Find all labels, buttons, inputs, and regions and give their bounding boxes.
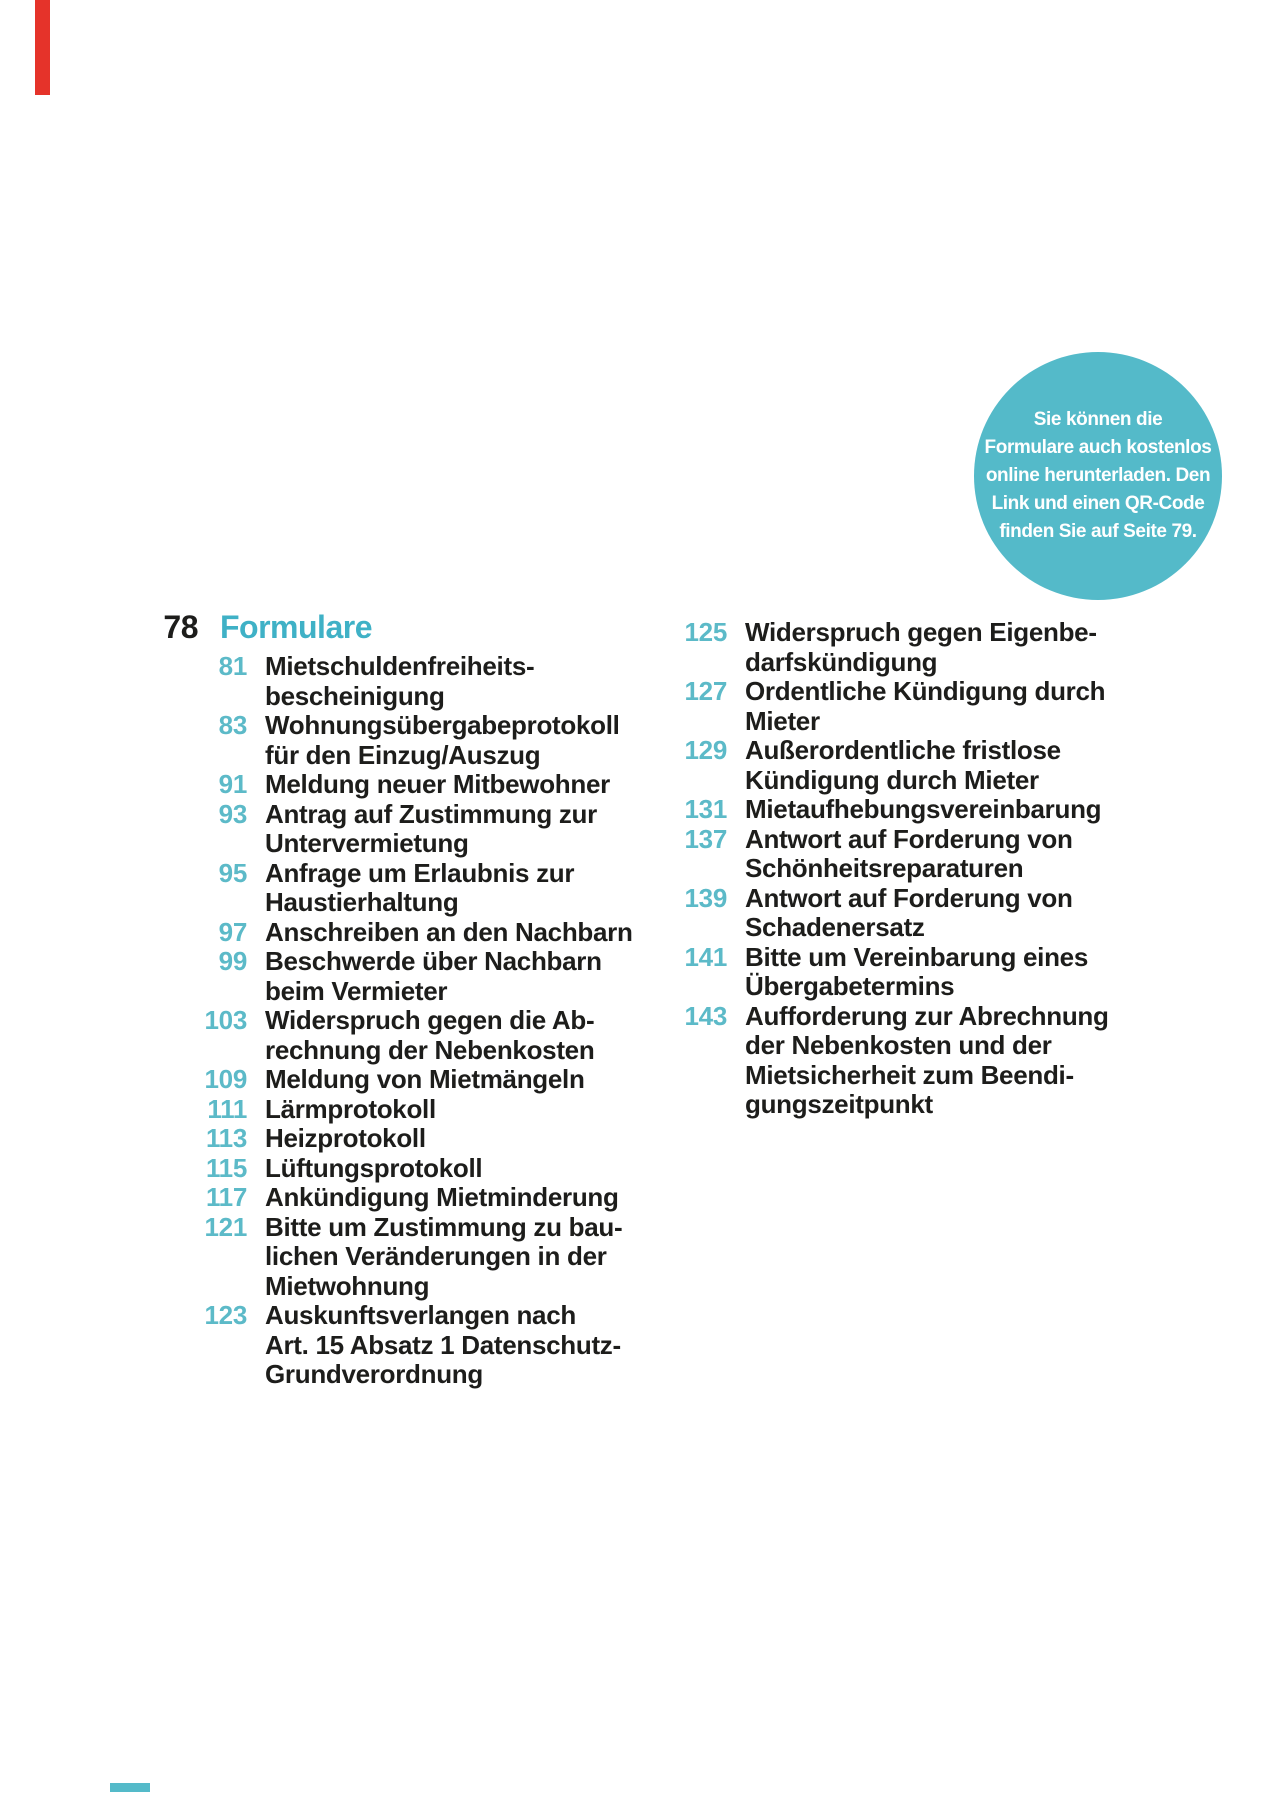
toc-entry-title-line: Grundverordnung (265, 1359, 483, 1389)
chapter-header (140, 610, 372, 644)
toc-entry (190, 1301, 633, 1390)
toc-entry-title-line: bescheinigung (265, 680, 445, 711)
toc-entry-title (265, 800, 597, 859)
toc-entry (190, 1183, 633, 1213)
toc-entry-title-line: Bitte um Vereinbarung eines (745, 941, 1088, 972)
toc-entry-title-line: Beschwerde über Nachbarn (265, 946, 602, 976)
toc-entry (670, 736, 1109, 795)
toc-entry-title-line: beim Vermieter (265, 975, 448, 1006)
toc-entry-title (265, 947, 602, 1006)
toc-entry-title-line: Heizprotokoll (265, 1123, 426, 1153)
toc-entry-title (265, 770, 610, 800)
toc-entry-title-line: Ordentliche Kündigung durch (745, 676, 1106, 706)
chapter-title: Formulare (220, 609, 372, 645)
toc-entry (670, 795, 1109, 825)
toc-entry (190, 800, 633, 859)
badge-text-line: Formulare auch kostenlos (984, 437, 1212, 458)
toc-entry-page-number: 117 (205, 1182, 247, 1212)
toc-entry (670, 618, 1109, 677)
toc-entry-title-line: Schadenersatz (745, 912, 925, 942)
toc-entry-title-line: Anfrage um Erlaubnis zur (265, 857, 575, 888)
toc-entry-title-line: Mieter (745, 705, 820, 736)
toc-entry-title (265, 918, 633, 948)
toc-entry-title (265, 1006, 594, 1065)
toc-entry-title-line: Antrag auf Zustimmung zur (265, 798, 597, 829)
teal-bottom-mark (110, 1783, 150, 1792)
toc-entry-title (265, 1213, 622, 1302)
toc-entry-title-line: Ankündigung Mietminderung (265, 1182, 619, 1212)
toc-entry-page-number: 113 (205, 1123, 247, 1153)
toc-entry-title-line: Aufforderung zur Abrechnung (745, 1000, 1109, 1031)
badge-text-line: online herunterladen. Den (985, 465, 1211, 486)
badge-text-line: Link und einen QR-Code (991, 493, 1205, 514)
toc-entry-page-number: 137 (684, 823, 727, 854)
toc-entry-page-number: 131 (684, 794, 727, 824)
toc-entry-page-number: 127 (684, 676, 727, 706)
badge-text-line: finden Sie auf Seite 79. (999, 521, 1197, 542)
toc-entry-title-line: Art. 15 Absatz 1 Datenschutz- (265, 1329, 621, 1360)
toc-entry-title-line: Mietsicherheit zum Beendi- (745, 1059, 1074, 1090)
toc-entry-title (745, 736, 1061, 795)
toc-entry-title-line: Lärmprotokoll (265, 1093, 436, 1124)
toc-entry-title-line: für den Einzug/Auszug (265, 739, 541, 770)
toc-entry-title (745, 618, 1097, 677)
chapter-page-number: 78 (163, 609, 198, 645)
toc-entry-page-number: 125 (684, 617, 727, 647)
toc-entry (670, 943, 1109, 1002)
toc-entry (190, 918, 633, 948)
toc-entry-page-number: 93 (218, 798, 247, 829)
toc-entry-page-number: 121 (204, 1211, 247, 1242)
toc-entry (190, 770, 633, 800)
toc-entry (670, 884, 1109, 943)
toc-entry-title-line: Antwort auf Forderung von (745, 882, 1073, 913)
toc-entry-title-line: Antwort auf Forderung von (745, 823, 1073, 854)
toc-entry-title (745, 795, 1101, 825)
toc-entry-title-line: Auskunftsverlangen nach (265, 1300, 576, 1330)
toc-entry-title (745, 677, 1105, 736)
toc-entry-page-number: 141 (684, 941, 727, 972)
toc-entry-title (265, 1154, 482, 1184)
toc-entry-page-number: 97 (218, 916, 247, 947)
toc-entry-title-line: darfskündigung (745, 646, 938, 677)
toc-entry-title (265, 1301, 621, 1390)
toc-entry-page-number: 123 (204, 1300, 247, 1330)
toc-entry-title (265, 1124, 426, 1154)
toc-entry-title-line: Mietschuldenfreiheits- (265, 651, 535, 681)
toc-entry-title-line: Mietwohnung (265, 1270, 430, 1301)
toc-entry-title-line: Mietaufhebungsvereinbarung (745, 794, 1102, 824)
toc-entry (190, 1095, 633, 1125)
download-info-badge (974, 352, 1222, 600)
toc-entry (670, 1002, 1109, 1120)
toc-entry-title-line: Meldung neuer Mitbewohner (265, 769, 610, 799)
toc-entry-title-line: Außerordentliche fristlose (745, 735, 1061, 765)
toc-entry-page-number: 81 (218, 651, 247, 681)
toc-entry (190, 1124, 633, 1154)
toc-entry-page-number: 111 (207, 1093, 247, 1124)
toc-entry-page-number: 139 (684, 882, 727, 913)
toc-entry-title (745, 884, 1073, 943)
toc-entry-title-line: der Nebenkosten und der (745, 1030, 1052, 1060)
toc-entry (190, 859, 633, 918)
toc-entry-title-line: Meldung von Mietmängeln (265, 1064, 585, 1094)
toc-entry-title (265, 1183, 619, 1213)
toc-entry-title (265, 859, 574, 918)
toc-entry-title-line: Anschreiben an den Nachbarn (265, 916, 633, 947)
toc-entry-page-number: 91 (218, 769, 247, 799)
toc-entry-page-number: 99 (218, 946, 247, 976)
toc-entry-title-line: rechnung der Nebenkosten (265, 1034, 595, 1065)
toc-entry-page-number: 129 (684, 735, 727, 765)
toc-entry-title-line: gungszeitpunkt (745, 1089, 933, 1119)
toc-entry-title (265, 1095, 436, 1125)
toc-entry-title-line: Lüftungsprotokoll (265, 1152, 483, 1183)
toc-entry-title (745, 1002, 1109, 1120)
toc-entry (190, 947, 633, 1006)
toc-entry (190, 652, 633, 711)
toc-entry-title-line: Übergabetermins (745, 971, 955, 1001)
toc-entry-title-line: Widerspruch gegen Eigenbe- (745, 617, 1097, 647)
toc-entry (190, 1065, 633, 1095)
toc-entry-title (265, 711, 620, 770)
toc-entry-title (745, 825, 1073, 884)
red-edge-tab (35, 0, 50, 95)
toc-entry-page-number: 109 (204, 1064, 247, 1094)
toc-entry-title-line: Widerspruch gegen die Ab- (265, 1005, 595, 1035)
toc-entry (190, 1213, 633, 1302)
toc-right-column (670, 618, 1109, 1120)
toc-entry-title-line: Kündigung durch Mieter (745, 764, 1039, 795)
toc-entry-title-line: Bitte um Zustimmung zu bau- (265, 1211, 623, 1242)
badge-text-line: Sie können die (1033, 409, 1163, 430)
toc-entry-page-number: 143 (684, 1000, 727, 1031)
toc-entry (670, 677, 1109, 736)
toc-entry-title-line: lichen Veränderungen in der (265, 1241, 607, 1271)
toc-entry (190, 1006, 633, 1065)
toc-entry-title (745, 943, 1088, 1002)
toc-entry (670, 825, 1109, 884)
toc-entry-page-number: 115 (205, 1152, 247, 1183)
toc-entry (190, 1154, 633, 1184)
toc-entry-title-line: Untervermietung (265, 828, 469, 858)
toc-entry (190, 711, 633, 770)
toc-entry-page-number: 95 (218, 857, 247, 888)
toc-entry-title-line: Wohnungsübergabeprotokoll (265, 710, 620, 740)
toc-entry-title (265, 652, 534, 711)
toc-entry-page-number: 83 (218, 710, 247, 740)
toc-entry-title-line: Haustierhaltung (265, 887, 459, 917)
toc-entry-title-line: Schönheitsreparaturen (745, 853, 1024, 883)
toc-entry-title (265, 1065, 585, 1095)
toc-left-column (190, 652, 633, 1390)
toc-entry-page-number: 103 (204, 1005, 247, 1035)
